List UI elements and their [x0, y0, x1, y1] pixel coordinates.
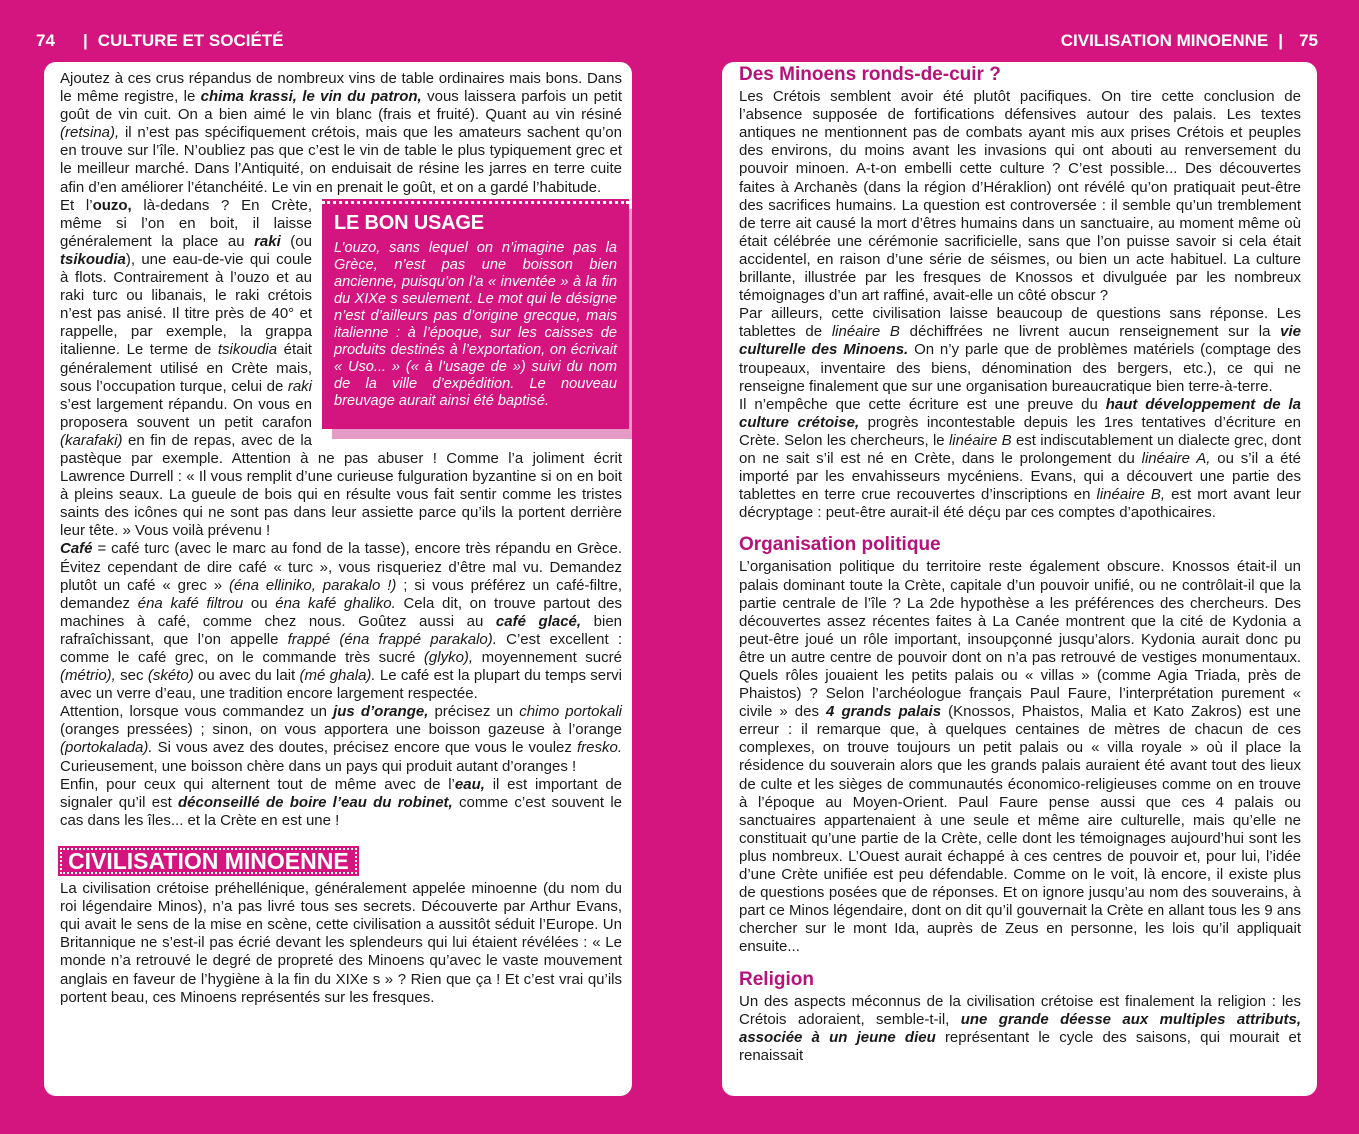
paragraph-pacifiques: Les Crétois semblent avoir été plutôt pacifiques. On tire cette conclusion de l’absence supposée de fortifications défensives autour des palais. Les textes antiques ne mentionnent pas de combats ayant mis aux prises Crétois et peuples des environs, du moins avant les invasions qui ont abouti au renversement du pouvoir minoen. A-t-on embelli cette culture ? C’est possible... Des découvertes faites à Archanès (dans la région d’Héraklion) ont révélé qu’on pratiquait peut-être des sacrifices humains. La question est controversée : il semble qu’un tremblement de terre ait causé la mort d’êtres humains dans un sanctuaire, au moment même où était célébrée une cérémonie sacrificielle, sans que l’on puisse savoir si cela était accidentel, en raison d’une série de séismes, ou bien un acte habituel. La culture brillante, illustrée par les fresques de Knossos et divulguée par les nombreux témoignages d’un art raffiné, avait-elle un côté obscur ? [739, 88, 1301, 305]
right-running-head [1061, 31, 1283, 51]
right-page-text [739, 66, 1301, 1065]
paragraph-religion: Un des aspects méconnus de la civilisation crétoise est finalement la religion : les Crétois adoraient, semble-t-il, une grande déesse aux multiples attributs, associée à un jeune dieu représentant le cycle des saisons, qui mourait et renaissait [739, 992, 1301, 1064]
left-page-text [60, 70, 622, 1007]
heading-religion: Religion [739, 968, 814, 990]
box-title: LE BON USAGE [322, 201, 629, 236]
box-body: L’ouzo, sans lequel on n’imagine pas la Grèce, n’est pas une boisson bien ancienne, puisqu’on l’a « inventée » à la fin du XIXe s seulement. Le mot qui le désigne n’est d’ailleurs pas d’origine grecque, mais italienne : à l’époque, sur les caisses de produits destinés à l’exportation, on écrivait « Uso... » (« à l’usage de ») suivi du nom de la ville d’expédition. Le nouveau breuvage aurait ainsi été baptisé. [334, 239, 617, 409]
paragraph-cafe: Café = café turc (avec le marc au fond de la tasse), encore très répandu en Grèce. Évitez cependant de dire café « turc », vous risqueriez d’être mal vu. Demandez plutôt un café « grec » (éna elliniko, parakalo !) ; si vous préférez un café-filtre, demandez éna kafé filtrou ou éna kafé ghaliko. Cela dit, on trouve partout des machines à café, comme chez nous. Goûtez aussi au café glacé, bien rafraîchissant, que l’on appelle frappé (éna frappé parakalo). C’est excellent : comme le café grec, on le commande très sucré (glyko), moyennement sucré (métrio), sec (skéto) ou avec du lait (mé ghala). Le café est la plupart du temps servi avec un verre d’eau, une tradition encore largement respectée. [60, 540, 623, 703]
paragraph-lineaire-b: Par ailleurs, cette civilisation laisse beaucoup de questions sans réponse. Les tablettes de linéaire B déchiffrées ne livrent aucun renseignement sur la vie culturelle des Minoens. On n’y parle que de problèmes matériels (comptage des troupeaux, inventaire des biens, dénomination des bergers, etc.), ce qui ne renseigne finalement que sur une organisation bureaucratique bien terre-à-terre. [739, 305, 1302, 395]
paragraph-ecriture: Il n’empêche que cette écriture est une preuve du haut développement de la culture crétoise, progrès incontestable depuis les 1res tentatives d’écriture en Crète. Selon les chercheurs, le linéaire B est indiscutablement un dialecte grec, dont on ne sait s’il est né en Crète, dans le prolongement du linéaire A, ou s’il a été importé par les envahisseurs mycéniens. Evans, qui a découvert une partie des tablettes en terre crue recouvertes d’inscriptions en linéaire B, est mort avant leur décryptage : peut-être aurait-il été déçu par ces comptes d’apothicaires. [739, 395, 1302, 522]
left-section-title: CULTURE ET SOCIÉTÉ [97, 31, 284, 50]
right-page [722, 62, 1317, 1096]
paragraph-wines: Ajoutez à ces crus répandus de nombreux vins de table ordinaires mais bons. Dans le même registre, le chima krassi, le vin du patron, vous laissera parfois un petit goût de vin cuit. On a bien aimé le vin blanc (frais et fruité). Quant au vin résiné (retsina), il n’est pas spécifiquement crétois, mais que les amateurs sachent qu’on en trouve sur l’île. N’oubliez pas que c’est le vin de table le plus typiquement grec et le meilleur marché. Dans l’Antiquité, on enduisait de résine les jarres en terre cuite afin d’en améliorer l’étanchéité. Le vin en prenait le goût, et on a gardé l’habitude. [60, 70, 622, 196]
separator: | [83, 31, 88, 50]
heading-ronds-de-cuir: Des Minoens ronds-de-cuir ? [739, 64, 1001, 85]
section-title-civilisation: CIVILISATION MINOENNE [60, 848, 357, 874]
heading-organisation: Organisation politique [739, 534, 941, 556]
paragraph-organisation: L’organisation politique du territoire reste également obscure. Knossos était-il un palais dominant toute la Crète, capitale d’un pouvoir unifié, ou ne contrôlait-il que la partie centrale de l’île ? La 2de hypothèse a les préférences des chercheurs. Des découvertes assez récentes faites à La Canée montrent que la cité de Kydonia a peut-être joué un rôle important, insoupçonné jusqu’alors. Kydonia aurait donc pu être un autre centre de pouvoir dont on n’a pas retrouvé de vestiges monumentaux. Quels rôles jouaient les petits palais ou « villas » (comme Agia Triada, près de Phaistos) ? Selon l’archéologue français Paul Faure, l’interprétation purement « civile » des 4 grands palais (Knossos, Phaistos, Malia et Kato Zakros) est une erreur : il remarque que, à quelques centaines de mètres de chacun de ces complexes, on trouve toujours un petit palais ou « villa royale » où il place la résidence du souverain alors que les grands palais auraient été avant tout des lieux de culte et les sièges de communautés économico-religieuses comme on en trouve à l’époque au Moyen-Orient. Paul Faure pense aussi que ces 4 palais ou sanctuaires appartenaient à une seule et même aire culturelle, mais qu’elle ne constituait qu’une partie de la Crète, celle dont les témoignages aujourd’hui sont les plus nombreux. L’Ouest aurait échappé à ces centres de pouvoir et, pour lui, l’idée d’une Crète unifiée est peu défendable. Comme on le voit, là encore, il existe plus de questions posées que de réponses. Et on ignore jusqu’au nom des souverains, à part ce Minos légendaire, dont on dit qu’il gouvernait la Crète en allant tous les 9 ans chercher sur le mont Ida, auprès de Zeus en personne, les lois qu’il appliquait ensuite... [739, 558, 1302, 956]
right-page-number: 75 [1299, 31, 1318, 50]
left-running-head [83, 31, 284, 51]
paragraph-ouzo: Et l’ouzo, là-dedans ? En Crète, même si l’on en boit, il laisse généralement la place au raki (ou tsikoudia), une eau-de-vie qui coule à flots. Contrairement à l’ouzo et au raki turc ou libanais, le raki crétois n’est pas anisé. Il titre près de 40° et rappelle, par exemple, la grappa italienne. Le terme de tsikoudia était généralement utilisé en Crète mais, sous l’occupation turque, celui de raki s’est largement répandu. On vous en proposera souvent un petit carafon (karafaki) en fin de repas, avec de la pastèque par exemple. Attention à ne pas abuser ! Comme l’a joliment écrit Lawrence Durrell : « Il vous remplit d’une curieuse fulguration byzantine si on en boit à pleins seaux. La gueule de bois qui en résulte vous fait sentir comme les tristes saints des icônes qui ne sont pas dans leur assiette parce qu’ils la portent derrière leur tête. » Vous voilà prévenu ! [60, 196, 622, 540]
left-page [44, 62, 632, 1096]
right-section-title: CIVILISATION MINOENNE [1060, 31, 1269, 50]
left-page-number: 74 [36, 31, 55, 50]
paragraph-water: Enfin, pour ceux qui alternent tout de même avec de l’eau, il est important de signaler qu’il est déconseillé de boire l’eau du robinet, comme c’est souvent le cas dans les îles... et la Crète en est une ! [60, 775, 622, 829]
le-bon-usage-box [322, 199, 622, 439]
page-header [0, 0, 1359, 62]
box-panel [322, 199, 629, 429]
paragraph-orange: Attention, lorsque vous commandez un jus d’orange, précisez un chimo portokali (oranges pressées) ; sinon, on vous apportera une boisson gazeuse à l’orange (portokalada). Si vous avez des doutes, précisez encore que vous le voulez fresko. Curieusement, une boisson chère dans un pays qui produit autant d’oranges ! [60, 703, 622, 775]
paragraph-minoan-intro: La civilisation crétoise préhellénique, généralement appelée minoenne (du nom du roi légendaire Minos), n’a pas livré tous ses secrets. Découverte par Arthur Evans, qui avait le sens de la mise en scène, cette civilisation a aussitôt séduit l’Europe. Un Britannique ne s’est-il pas écrié devant les splendeurs qui lui étaient révélées : « Le monde n’a retrouvé le degré de propreté des Minoens qu’avec le vaste mouvement anglais en faveur de l’hygiène à la fin du XIXe s » ? Rien que ça ! Et c’est vrai qu’ils portent beau, ces Minoens représentés sur les fresques. [60, 880, 622, 1006]
separator: | [1278, 31, 1283, 50]
